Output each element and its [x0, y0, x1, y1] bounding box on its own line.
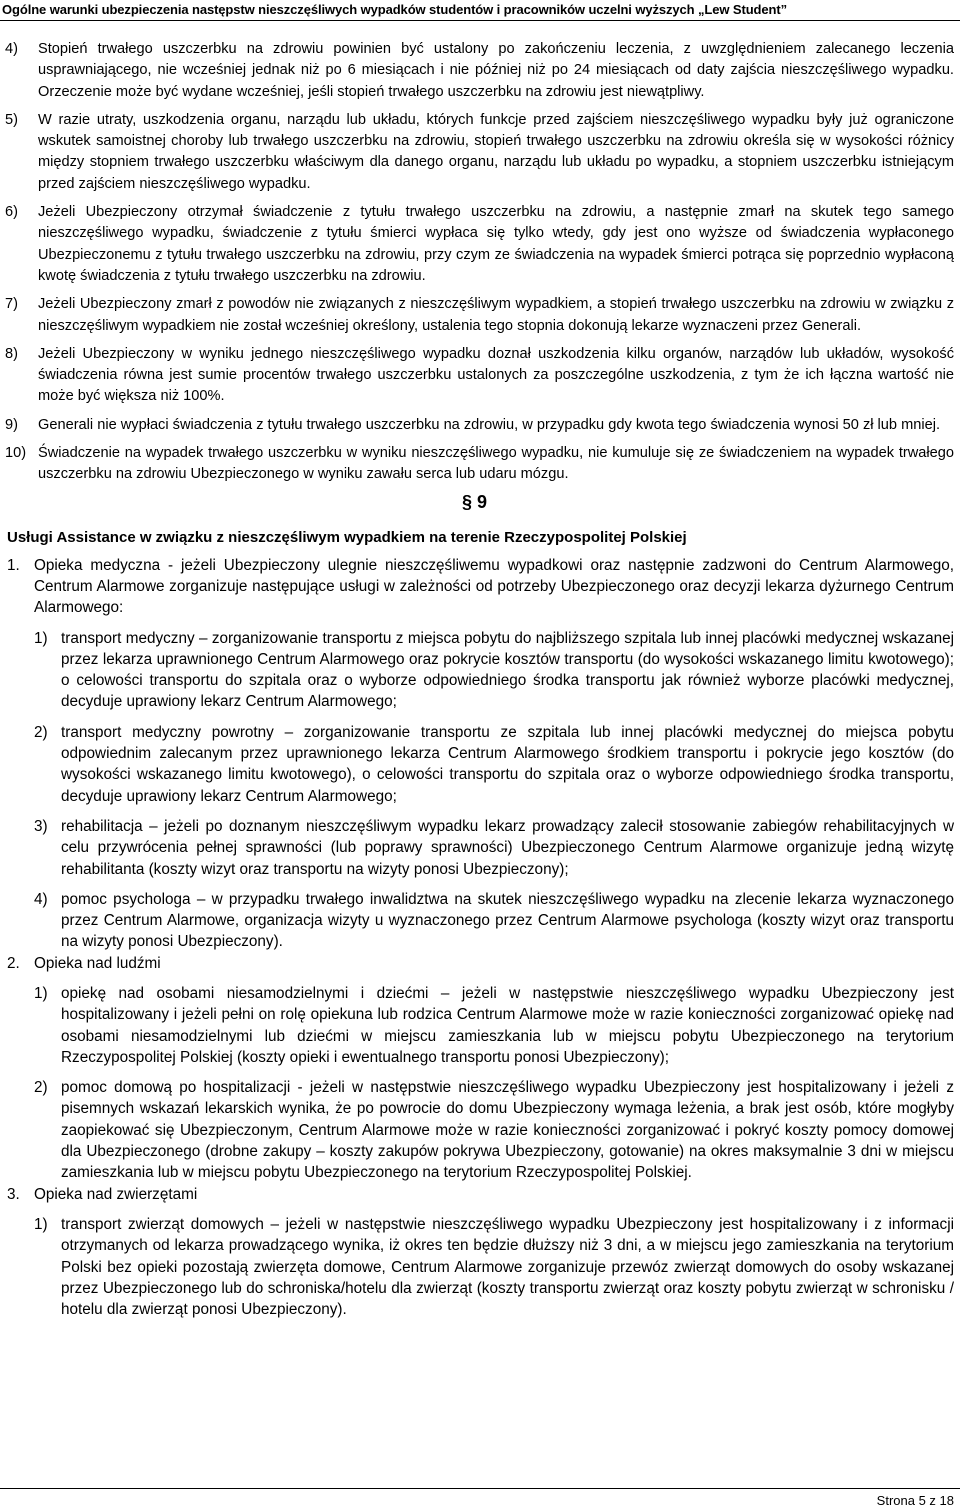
point-number: 3. [7, 1185, 20, 1203]
clause-text: W razie utraty, uszkodzenia organu, narządu lub układu, których funkcje przed zajściem nieszczęśliwego wypadku były już ograniczone wskutek samoistnej choroby lub trwałego uszczerbku na zdrowiu, stopień trwałego uszczerbku na zdrowiu określa się w wysokości różnicy między stopniem trwałego uszczerbku właściwym dla danego organu, narządu lub układu po wypadku, a stopniem uszczerbku istniejącym przed zajściem nieszczęśliwego wypadku. [38, 111, 954, 192]
subpoint-text: transport zwierząt domowych – jeżeli w następstwie nieszczęśliwego wypadku Ubezpieczony jest hospitalizowany i z informacji otrzymanych od lekarza prowadzącego wynika, iż okres ten będzie dłuższy niż 3 dni, a w miejscu jego zamieszkania na terytorium Polski bez opieki pozostają zwierzęta domowe, Centrum Alarmowe zorganizuje przewóz zwierząt domowych do osoby wskazanej przez Ubezpieczonego lub do schroniska/hotelu dla zwierząt (koszty transportu zwierząt oraz koszty pobytu zwierząt w schronisku / hotelu dla zwierząt ponosi Ubezpieczony). [61, 1215, 954, 1319]
subpoint-2-1 [0, 983, 960, 1068]
point-text: Opieka medyczna - jeżeli Ubezpieczony ulegnie nieszczęśliwemu wypadkowi oraz następnie zadzwoni do Centrum Alarmowego, Centrum Alarmowe zorganizuje następujące usługi w zależności od potrzeby Ubezpieczonego oraz decyzji lekarza dyżurnego Centrum Alarmowego: [34, 556, 954, 617]
subpoint-number: 2) [34, 723, 48, 741]
clause-5 [0, 110, 960, 195]
header-divider [0, 20, 960, 21]
subpoint-1-4 [0, 889, 960, 953]
page-number: Strona 5 z 18 [876, 1493, 954, 1508]
clause-text: Stopień trwałego uszczerbku na zdrowiu powinien być ustalony po zakończeniu leczenia, z uwzględnieniem zalecanego leczenia usprawniającego, nie wcześniej jednak niż po 6 miesiącach i nie później niż po 24 miesiącach od daty zajścia nieszczęśliwego wypadku. Orzeczenie może być wydane wcześniej, jeśli stopień trwałego uszczerbku na zdrowiu jest niewątpliwy. [38, 41, 954, 100]
subpoint-text: opiekę nad osobami niesamodzielnymi i dziećmi – jeżeli w następstwie nieszczęśliwego wypadku Ubezpieczony jest hospitalizowany i jeżeli pełni on rolę opiekuna lub rodzica Centrum Alarmowe może w razie konieczności zorganizować opiekę nad osobami niesamodzielnymi lub dziećmi w miejscu zamieszkania lub w miejscu pobytu Ubezpieczonego na terytorium Rzeczypospolitej Polskiej (koszty opieki i ewentualnego transportu ponosi Ubezpieczony); [61, 984, 954, 1066]
clause-8 [0, 344, 960, 408]
subpoint-text: pomoc psychologa – w przypadku trwałego inwalidztwa na skutek nieszczęśliwego wypadku na zlecenie lekarza wyznaczonego przez Centrum Alarmowe, organizacja wizyty u wyznaczonego przez Centrum Alarmowe psychologa (koszty wizyt oraz transportu na wizyty ponosi Ubezpieczony). [61, 890, 954, 951]
clause-number: 6) [5, 204, 18, 221]
subpoint-number: 3) [34, 817, 48, 835]
point-2 [0, 953, 960, 974]
subpoint-1-3 [0, 816, 960, 880]
subpoint-number: 4) [34, 890, 48, 908]
clause-number: 9) [5, 416, 18, 433]
clause-text: Jeżeli Ubezpieczony zmarł z powodów nie związanych z nieszczęśliwym wypadkiem, a stopień trwałego uszczerbku na zdrowiu w związku z nieszczęśliwym wypadkiem nie został wcześniej określony, ustalenia tego stopnia dokonują lekarze wyznaczeni przez Generali. [38, 296, 954, 334]
subpoint-number: 1) [34, 984, 48, 1002]
subpoint-2-2 [0, 1077, 960, 1183]
footer-divider [0, 1488, 960, 1489]
clause-text: Świadczenie na wypadek trwałego uszczerbku w wyniku nieszczęśliwego wypadku, nie kumuluje się ze świadczeniem na wypadek trwałego uszczerbku na zdrowiu Ubezpieczonego w wyniku zawału serca lub udaru mózgu. [38, 445, 954, 483]
section-mark [0, 486, 960, 526]
point-text: Opieka nad ludźmi [34, 954, 161, 972]
clause-4 [0, 39, 960, 103]
document-body [0, 39, 960, 1320]
clause-number: 8) [5, 345, 18, 362]
clause-text: Generali nie wypłaci świadczenia z tytułu trwałego uszczerbku na zdrowiu, w przypadku gdy kwota tego świadczenia wynosi 50 zł lub mniej. [38, 416, 941, 433]
subpoint-number: 1) [34, 629, 48, 647]
section-title: Usługi Assistance w związku z nieszczęśliwym wypadkiem na terenie Rzeczypospolitej Polskiej [7, 528, 687, 546]
subpoint-text: pomoc domową po hospitalizacji - jeżeli w następstwie nieszczęśliwego wypadku Ubezpieczony jest hospitalizowany i jeżeli z pisemnych wskazań lekarskich wynika, że po powrocie do domu Ubezpieczony wymaga leżenia, a brak jest osób, które mogłyby zaopiekować się Ubezpieczonym, Centrum Alarmowe może w razie konieczności zorganizować i pokryć koszty pomocy domowej dla Ubezpieczonego (drobne zakupy – koszty zakupów pokrywa Ubezpieczony, gotowanie) na okres maksymalnie 3 dni w miejscu zamieszkania lub w miejscu pobytu Ubezpieczonego na terytorium Rzeczypospolitej Polskiej. [61, 1079, 954, 1182]
clause-number: 7) [5, 296, 18, 313]
clause-number: 5) [5, 111, 18, 128]
clause-number: 10) [5, 445, 27, 462]
point-3 [0, 1184, 960, 1205]
clause-text: Jeżeli Ubezpieczony w wyniku jednego nieszczęśliwego wypadku doznał uszkodzenia kilku organów, narządów lub układów, wysokość świadczenia równa jest sumie procentów trwałego uszczerbku ustalonych za poszczególne uszkodzenia, z tym że ich łączna wartość nie może być większa niż 100%. [38, 345, 954, 405]
clause-text: Jeżeli Ubezpieczony otrzymał świadczenie z tytułu trwałego uszczerbku na zdrowiu, a następnie zmarł na skutek tego samego nieszczęśliwego wypadku, świadczenie z tytułu śmierci wypłaca się tylko wtedy, gdy jest ono wyższe od świadczenia wypłaconego Ubezpieczonemu z tytułu trwałego uszczerbku na zdrowiu, przy czym ze świadczenia na wypadek śmierci potrąca się poprzednio wypłaconą kwotę świadczenia z tytułu trwałego uszczerbku na zdrowiu. [38, 204, 954, 284]
document-title: Ogólne warunki ubezpieczenia następstw nieszczęśliwych wypadków studentów i pracowników uczelni wyższych „Lew Student” [2, 2, 787, 17]
subpoint-3-1 [0, 1214, 960, 1320]
clause-9 [0, 415, 960, 436]
subpoint-text: transport medyczny – zorganizowanie transportu z miejsca pobytu do najbliższego szpitala lub innej placówki medycznej wskazanej przez lekarza uprawnionego Centrum Alarmowego oraz pokrycie kosztów transportu (do wysokości wskazanego limitu kwotowego); o celowości transportu do szpitala oraz o wyborze odpowiedniego środka transportu jak również wyborze placówki medycznej, decyduje uprawiony lekarz Centrum Alarmowego; [61, 629, 954, 711]
section-number: § 9 [462, 491, 488, 512]
subpoint-1-1 [0, 628, 960, 713]
page-header [0, 0, 960, 22]
subpoint-text: transport medyczny powrotny – zorganizowanie transportu ze szpitala lub innej placówki medycznej do miejsca pobytu odpowiednim zalecanym przez uprawnionego lekarza Centrum Alarmowego środkiem transportu i pokrycie jego kosztów (do wysokości wskazanego limitu kwotowego), o celowości transportu do szpitala oraz o wyborze odpowiedniego środka transportu, decyduje uprawiony lekarz Centrum Alarmowego; [61, 723, 954, 805]
point-text: Opieka nad zwierzętami [34, 1185, 198, 1203]
subpoint-number: 2) [34, 1079, 48, 1097]
clause-10 [0, 443, 960, 486]
clause-6 [0, 202, 960, 287]
point-number: 1. [7, 556, 20, 574]
point-number: 2. [7, 954, 20, 972]
subpoint-text: rehabilitacja – jeżeli po doznanym nieszczęśliwym wypadku lekarz prowadzący zalecił stosowanie zabiegów rehabilitacyjnych w celu przywrócenia pełnej sprawności (lub poprawy sprawności) Ubezpieczonego Centrum Alarmowe organizuje jedną wizytę rehabilitanta (koszty wizyt oraz transportu na wizyty ponosi Ubezpieczony); [61, 817, 954, 878]
point-1 [0, 555, 960, 619]
clause-7 [0, 294, 960, 337]
subpoint-1-2 [0, 722, 960, 807]
subpoint-number: 1) [34, 1215, 48, 1233]
clause-number: 4) [5, 41, 18, 57]
